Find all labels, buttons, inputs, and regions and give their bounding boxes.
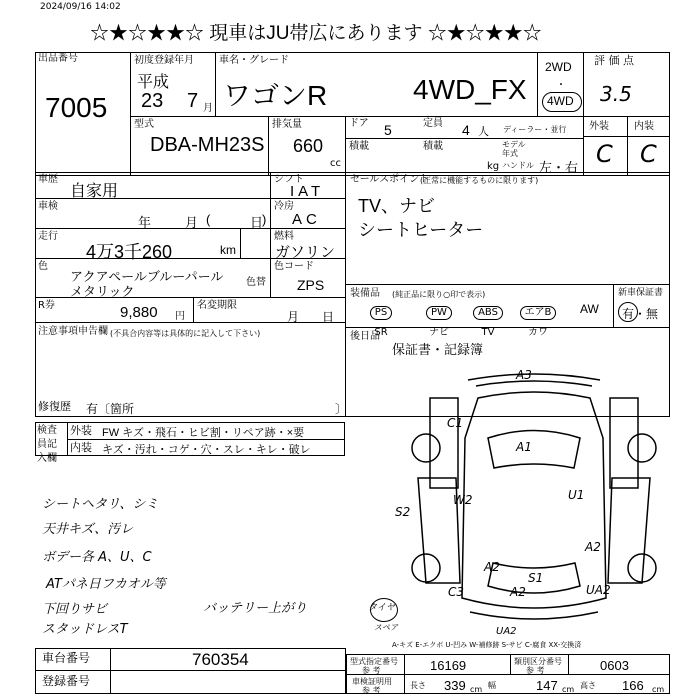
interior-label: 内装 <box>634 121 654 132</box>
height-value: 166 <box>622 678 644 693</box>
reg-expiry-label: 名変期限 <box>197 300 237 311</box>
mark-a3: A3 <box>516 368 532 382</box>
first-reg-label: 初度登録年月 <box>134 55 194 66</box>
warranty-value: 有・無 <box>622 307 659 321</box>
later-label: 後日品 <box>350 331 380 342</box>
month-unit: 月 <box>203 103 213 114</box>
mileage-unit: km <box>220 243 236 257</box>
class-code-value: 0603 <box>600 658 629 673</box>
note-2: 天井キズ、汚レ <box>42 522 134 537</box>
mark-u1: U1 <box>568 488 585 502</box>
spare-label: スペア <box>374 623 398 632</box>
equip-aw: AW <box>580 302 599 316</box>
car-damage-diagram <box>398 368 670 633</box>
capacity-label: 定員 <box>423 118 443 129</box>
equip-tv: TV <box>481 327 495 338</box>
color-code-label: 色コード <box>274 261 314 272</box>
type-cert-label: 型式指定番号 <box>350 657 398 666</box>
reg-number-label: 登録番号 <box>42 674 91 688</box>
inspection-paren-close: ) <box>262 212 267 227</box>
class-code-sub: 参 考 <box>526 666 545 675</box>
mark-ua2-right: UA2 <box>586 583 611 597</box>
inspection-label: 車検 <box>38 201 58 212</box>
note-3: ボデー各 A、U、C <box>42 550 152 565</box>
inspector-row-exterior <box>70 425 92 436</box>
sales-note: (正常に機能するものに限ります) <box>420 176 539 185</box>
mark-a1: A1 <box>516 440 532 454</box>
length-value: 339 <box>444 678 466 693</box>
chassis-value: 760354 <box>192 650 249 669</box>
lot-label: 出品番号 <box>38 53 78 64</box>
reg-expiry-month: 月 <box>287 310 300 324</box>
interior-grade: C <box>640 140 657 168</box>
inspection-paren-open: ( <box>206 212 211 227</box>
mark-w2: W2 <box>453 493 473 507</box>
inspector-row-interior-name: 内装 <box>70 441 92 454</box>
type-cert-sub: 参 考 <box>362 666 381 675</box>
repair-close: 〕 <box>335 402 348 416</box>
equip-leather: カワ <box>528 327 548 338</box>
first-reg-year: 23 <box>141 90 164 112</box>
note-6: スタッドレスT <box>42 622 128 637</box>
recycle-label: R券 <box>38 300 55 311</box>
displacement-label: 排気量 <box>272 119 302 130</box>
inspector-interior-text: キズ・汚れ・コゲ・穴・スレ・キレ・破レ <box>102 444 311 456</box>
mark-a2-rear: A2 <box>510 585 526 599</box>
color-value-2: メタリック <box>70 284 135 299</box>
doors-value: 5 <box>384 122 392 138</box>
inspector-row-interior <box>70 442 92 453</box>
mark-c3: C3 <box>448 585 465 599</box>
mark-a2-mid: A2 <box>484 560 500 574</box>
notes-sub: (不具合内容等は具体的に記入して下さい) <box>110 329 261 338</box>
handle-label: ハンドル <box>502 161 534 170</box>
exterior-grade: C <box>596 140 613 168</box>
displacement-value: 660 <box>293 136 324 156</box>
inspector-row-exterior-name: 外装 <box>70 424 92 437</box>
model-name: ワゴンR <box>223 80 328 111</box>
history-value: 自家用 <box>70 183 119 200</box>
type-label: 型式 <box>134 119 154 130</box>
equip-abs: ABS <box>473 306 503 320</box>
recycle-value: 9,880 <box>120 304 158 321</box>
shift-value: IAT <box>290 183 325 200</box>
capacity-value: 4 <box>462 122 470 138</box>
timestamp: 2024/09/16 14:02 <box>40 2 121 12</box>
notes-label: 注意事項申告欄 <box>38 326 108 337</box>
later-value: 保証書・記録簿 <box>392 342 484 357</box>
equip-ps: PS <box>370 306 392 320</box>
type-cert-value: 16169 <box>430 658 467 673</box>
warranty-label: 新車保証書 <box>618 288 664 298</box>
damage-legend: A-キズ E-エクボ U-凹み W-補修跡 S-サビ C-腐食 XX-交換済 <box>392 641 582 649</box>
color-label: 色 <box>38 261 48 272</box>
tire-circle <box>370 598 398 622</box>
repair-value: 有〔箇所 <box>86 402 135 416</box>
mark-a2-right: A2 <box>585 540 601 554</box>
equip-sr: SR <box>374 327 388 338</box>
dealer-label: ディーラー・並行 <box>503 125 567 134</box>
dims-label: 車検証明用 <box>352 677 392 686</box>
width-label: 幅 <box>488 681 496 690</box>
model-year-label: モデル 年式 <box>502 140 526 158</box>
tire-label: タイヤ <box>368 603 395 613</box>
equipment-label: 装備品 <box>350 288 380 299</box>
mileage-label: 走行 <box>38 231 58 242</box>
drive-2wd: 2WD <box>545 60 572 74</box>
reg-expiry-day: 日 <box>322 310 335 324</box>
color-code-value: ZPS <box>297 277 325 293</box>
class-code-label: 類別区分番号 <box>514 657 562 666</box>
equip-navi: ナビ <box>429 327 449 338</box>
fuel-value: ガソリン <box>275 244 336 261</box>
repair-label: 修復歴 <box>38 400 71 413</box>
handle-value: 左・右 <box>539 160 579 175</box>
height-label: 高さ <box>580 681 596 690</box>
warranty-circle <box>618 302 638 322</box>
note-5: 下回りサビ <box>42 602 108 617</box>
mark-s2: S2 <box>395 505 411 519</box>
shift-label: シフト <box>274 174 304 185</box>
load-unit: kg <box>487 161 500 172</box>
first-reg-era: 平成 <box>137 74 170 91</box>
drive-dot: ・ <box>556 80 566 91</box>
displacement-unit: cc <box>330 158 341 169</box>
type-value: DBA-MH23S <box>150 134 265 156</box>
score-label: 評 価 点 <box>594 54 634 67</box>
length-label: 長さ <box>410 681 426 690</box>
mark-c1: C1 <box>447 416 464 430</box>
model-grade: 4WD_FX <box>413 74 527 105</box>
inspector-exterior-text: FW キズ・飛石・ヒビ割・リペア跡・×要 <box>102 427 305 439</box>
sales-line-2: シートヒーター <box>358 220 484 240</box>
drive-4wd: 4WD <box>547 94 574 108</box>
aircon-label: 冷房 <box>274 201 294 212</box>
height-unit: cm <box>652 685 665 694</box>
score-value: 3.5 <box>600 82 632 106</box>
color-value-1: アクアペールブルーパール <box>70 269 224 284</box>
note-1: シートヘタリ、シミ <box>42 497 159 512</box>
chassis-label: 車台番号 <box>42 651 91 665</box>
note-4: ATパネ日フカオル等 <box>46 577 166 592</box>
exterior-label: 外装 <box>589 121 609 132</box>
model-label: 車名・グレード <box>219 55 289 66</box>
first-reg-month: 7 <box>187 90 199 112</box>
equip-pw: PW <box>426 306 452 320</box>
mark-s1: S1 <box>528 571 544 585</box>
recycle-unit: 円 <box>175 311 185 322</box>
load-label-2: 積載 <box>423 141 443 152</box>
mark-ua2-rear: UA2 <box>496 626 517 637</box>
width-unit: cm <box>562 685 575 694</box>
note-right: バッテリー上がり <box>203 601 308 616</box>
aircon-value: AC <box>292 211 321 228</box>
mileage-value: 4万3千260 <box>86 242 173 262</box>
length-unit: cm <box>470 685 483 694</box>
doors-label: ドア <box>349 118 369 129</box>
equip-airbag: エアB <box>520 306 557 320</box>
history-label: 車歴 <box>38 174 58 185</box>
equipment-note: (純正品に限り○印で表示) <box>392 290 486 299</box>
inspection-month: 月 <box>185 215 199 230</box>
inspector-label: 検査員記入欄 <box>37 425 57 464</box>
color-change-label: 色替 <box>246 277 266 288</box>
load-label: 積載 <box>349 141 369 152</box>
lot-number: 7005 <box>45 92 108 123</box>
capacity-unit: 人 <box>478 125 489 138</box>
sales-line-1: TV、ナビ <box>358 196 436 216</box>
inspection-year: 年 <box>138 215 152 230</box>
banner-title: ☆★☆★★☆ 現車はJU帯広にあります ☆★☆★★☆ <box>90 23 542 44</box>
fuel-label: 燃料 <box>274 231 294 242</box>
width-value: 147 <box>536 678 558 693</box>
dims-sub: 参 考 <box>362 686 381 695</box>
sales-label: セールスポイント <box>350 174 430 185</box>
inspection-day: 日 <box>250 215 264 230</box>
